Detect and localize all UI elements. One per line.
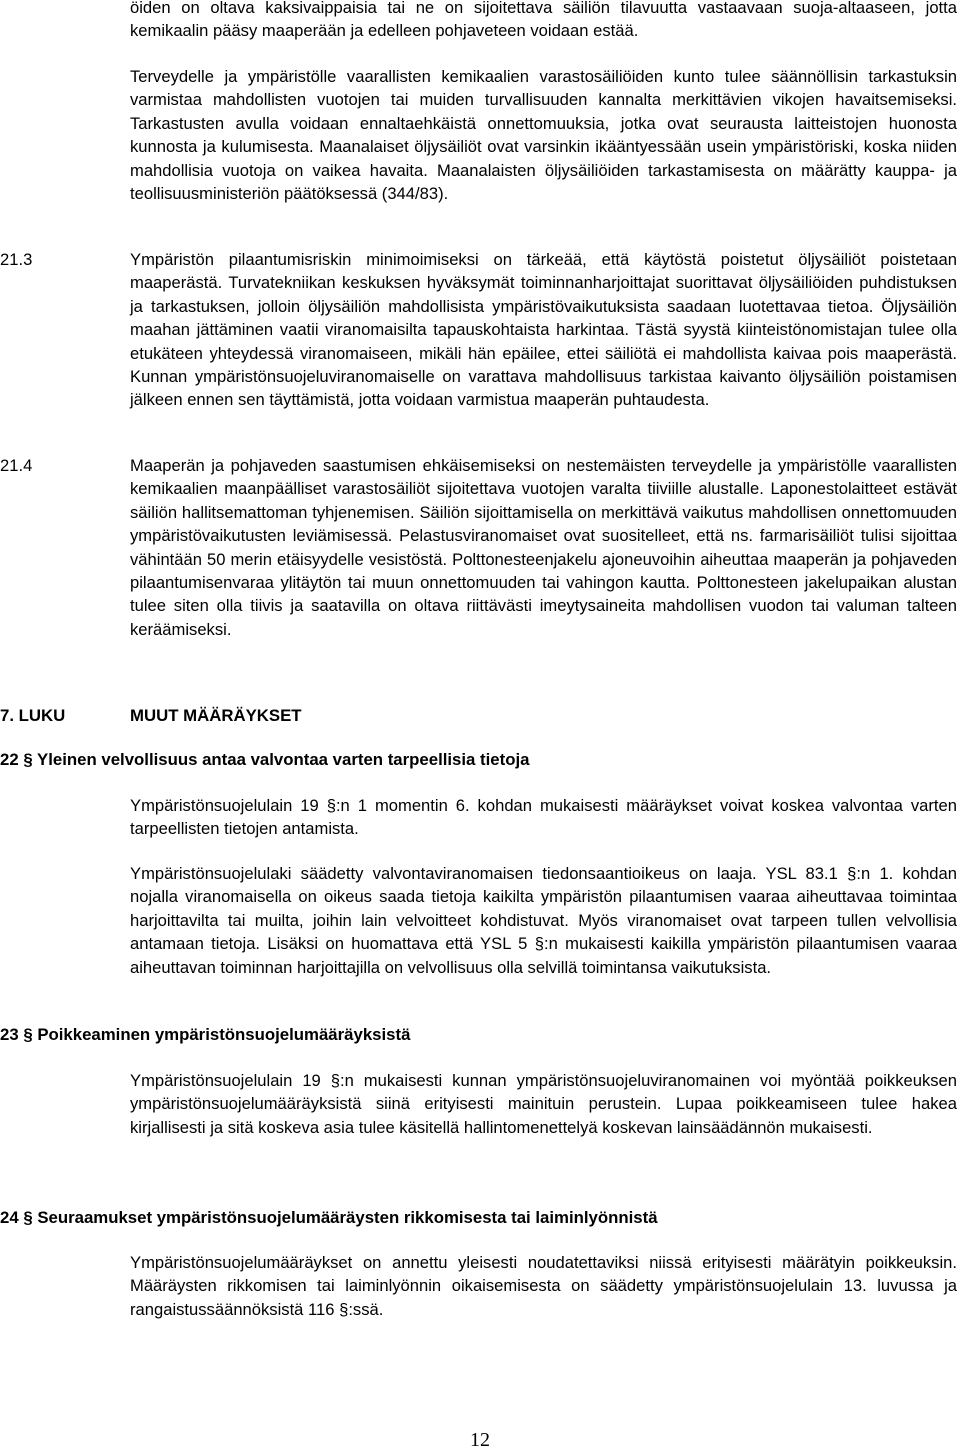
section-22-paragraph-1: Ympäristönsuojelulain 19 §:n 1 momentin 6. kohdan mukaisesti määräykset voivat koskea valvontaa varten tarpeellisten tietojen antamista.	[130, 796, 957, 839]
page-number: 12	[470, 1429, 490, 1451]
section-21-3-number: 21.3	[0, 250, 33, 269]
section-21-3-paragraph: Ympäristön pilaantumisriskin minimoimiseksi on tärkeää, että käytöstä poistetut öljysäiliöt poistetaan maaperästä. Turvatekniikan keskuksen hyväksymät toiminnanharjoittajat suorittavat öljysäiliöiden puhdistuksen ja tarkastuksen, jolloin öljysäiliön mahdollisista ympäristövaikutuksista saadaan luotettavaa tietoa. Öljysäiliön maahan jättäminen vaatii viranomaisilta tapauskohtaista harkintaa. Tästä syystä kiinteistönomistajan tulee olla etukäteen yhteydessä viranomaiseen, mikäli hän epäilee, ettei säiliötä ei mahdollista kaivaa pois maaperästä. Kunnan ympäristönsuojeluviranomaiselle on varattava mahdollisuus tarkistaa kaivanto öljysäiliön poistamisen jälkeen ennen sen täyttämistä, jotta voidaan varmistua maaperän puhtaudesta.	[130, 250, 957, 410]
section-23-paragraph: Ympäristönsuojelulain 19 §:n mukaisesti kunnan ympäristönsuojeluviranomainen voi myöntää poikkeuksen ympäristönsuojelumääräyksistä siinä erityisesti mainituin perustein. Lupaa poikkeamiseen tulee hakea kirjallisesti ja sitä koskeva asia tulee käsitellä hallintomenettelyä koskevan lainsäädännön mukaisesti.	[130, 1071, 957, 1137]
chapter-title: MUUT MÄÄRÄYKSET	[130, 706, 302, 725]
section-21-4-paragraph: Maaperän ja pohjaveden saastumisen ehkäisemiseksi on nestemäisten terveydelle ja ympäristölle vaarallisten kemikaalien maanpäälliset varastosäiliöt sijoitettava vuotojen varalta tiiviille alustalle. Laponestolaitteet estävät säiliön hallitsemattoman tyhjenemisen. Säiliön sijoittamisella on merkittävä vaikutus mahdollisen onnettomuuden ympäristövaikutusten leviämisessä. Pelastusviranomaiset ovat suositelleet, että ns. farmarisäiliöt tulisi sijoittaa vähintään 50 merin etäisyydelle vesistöstä. Polttonesteenjakelu ajoneuvoihin aiheuttaa maaperän ja pohjaveden pilaantumisenvaraa ylitäytön tai muun onnettomuuden tai vahingon kautta. Polttonesteen jakelupaikan alustan tulee siten olla tiivis ja saatavilla on oltava riittävästi imeytysaineita mahdollisen vuodon tai valuman talteen keräämiseksi.	[130, 456, 957, 639]
section-22-paragraph-2: Ympäristönsuojelulaki säädetty valvontaviranomaisen tiedonsaantioikeus on laaja. YSL 83.1 §:n 1. kohdan nojalla viranomaisella on oikeus saada tietoja kaikilta ympäristön pilaantumisen vaaraa aiheuttavaa toimintaa harjoittavilta tai muilta, joihin lain velvoitteet kohdistuvat. Myös viranomaiset ovat tarpeen tullen velvollisia antamaan tietoja. Lisäksi on huomattava että YSL 5 §:n mukaisesti kaikilla ympäristön pilaantumisen vaaraa aiheuttavan toiminnan harjoittajilla on velvollisuus olla selvillä toimintansa vaikutuksista.	[130, 864, 957, 977]
section-23-heading: 23 § Poikkeaminen ympäristönsuojelumääräyksistä	[0, 1025, 411, 1044]
section-24-heading: 24 § Seuraamukset ympäristönsuojelumääräysten rikkomisesta tai laiminlyönnistä	[0, 1208, 658, 1227]
section-21-4-number: 21.4	[0, 456, 33, 475]
continuation-paragraph: öiden on oltava kaksivaippaisia tai ne on sijoitettava säiliön tilavuutta vastaavaan suoja-altaaseen, jotta kemikaalin pääsy maaperään ja edelleen pohjaveteen voidaan estää.	[130, 0, 957, 41]
section-24-paragraph: Ympäristönsuojelumääräykset on annettu yleisesti noudatettaviksi niissä erityisesti määrätyin poikkeuksin. Määräysten rikkomisen tai laiminlyönnin oikaisemisesta on säädetty ympäristönsuojelulain 13. luvussa ja rangaistussäännöksistä 116 §:ssä.	[130, 1253, 957, 1319]
chapter-number: 7. LUKU	[0, 706, 66, 725]
inspection-paragraph: Terveydelle ja ympäristölle vaarallisten kemikaalien varastosäiliöiden kunto tulee säännöllisin tarkastuksin varmistaa mahdollisten vuotojen tai muiden turvallisuuden kannalta merkittävien vikojen havaitsemiseksi. Tarkastusten avulla voidaan ennaltaehkäistä onnettomuuksia, jotka ovat seurausta laitteistojen huonosta kunnosta ja kulumisesta. Maanalaiset öljysäiliöt ovat varsinkin ikääntyessään usein ympäristöriski, koska niiden mahdollisia vuotoja on vaikea havaita. Maanalaisten öljysäiliöiden tarkastamisesta on määrätty kauppa- ja teollisuusministeriön päätöksessä (344/83).	[130, 67, 957, 204]
section-22-heading: 22 § Yleinen velvollisuus antaa valvontaa varten tarpeellisia tietoja	[0, 750, 530, 769]
